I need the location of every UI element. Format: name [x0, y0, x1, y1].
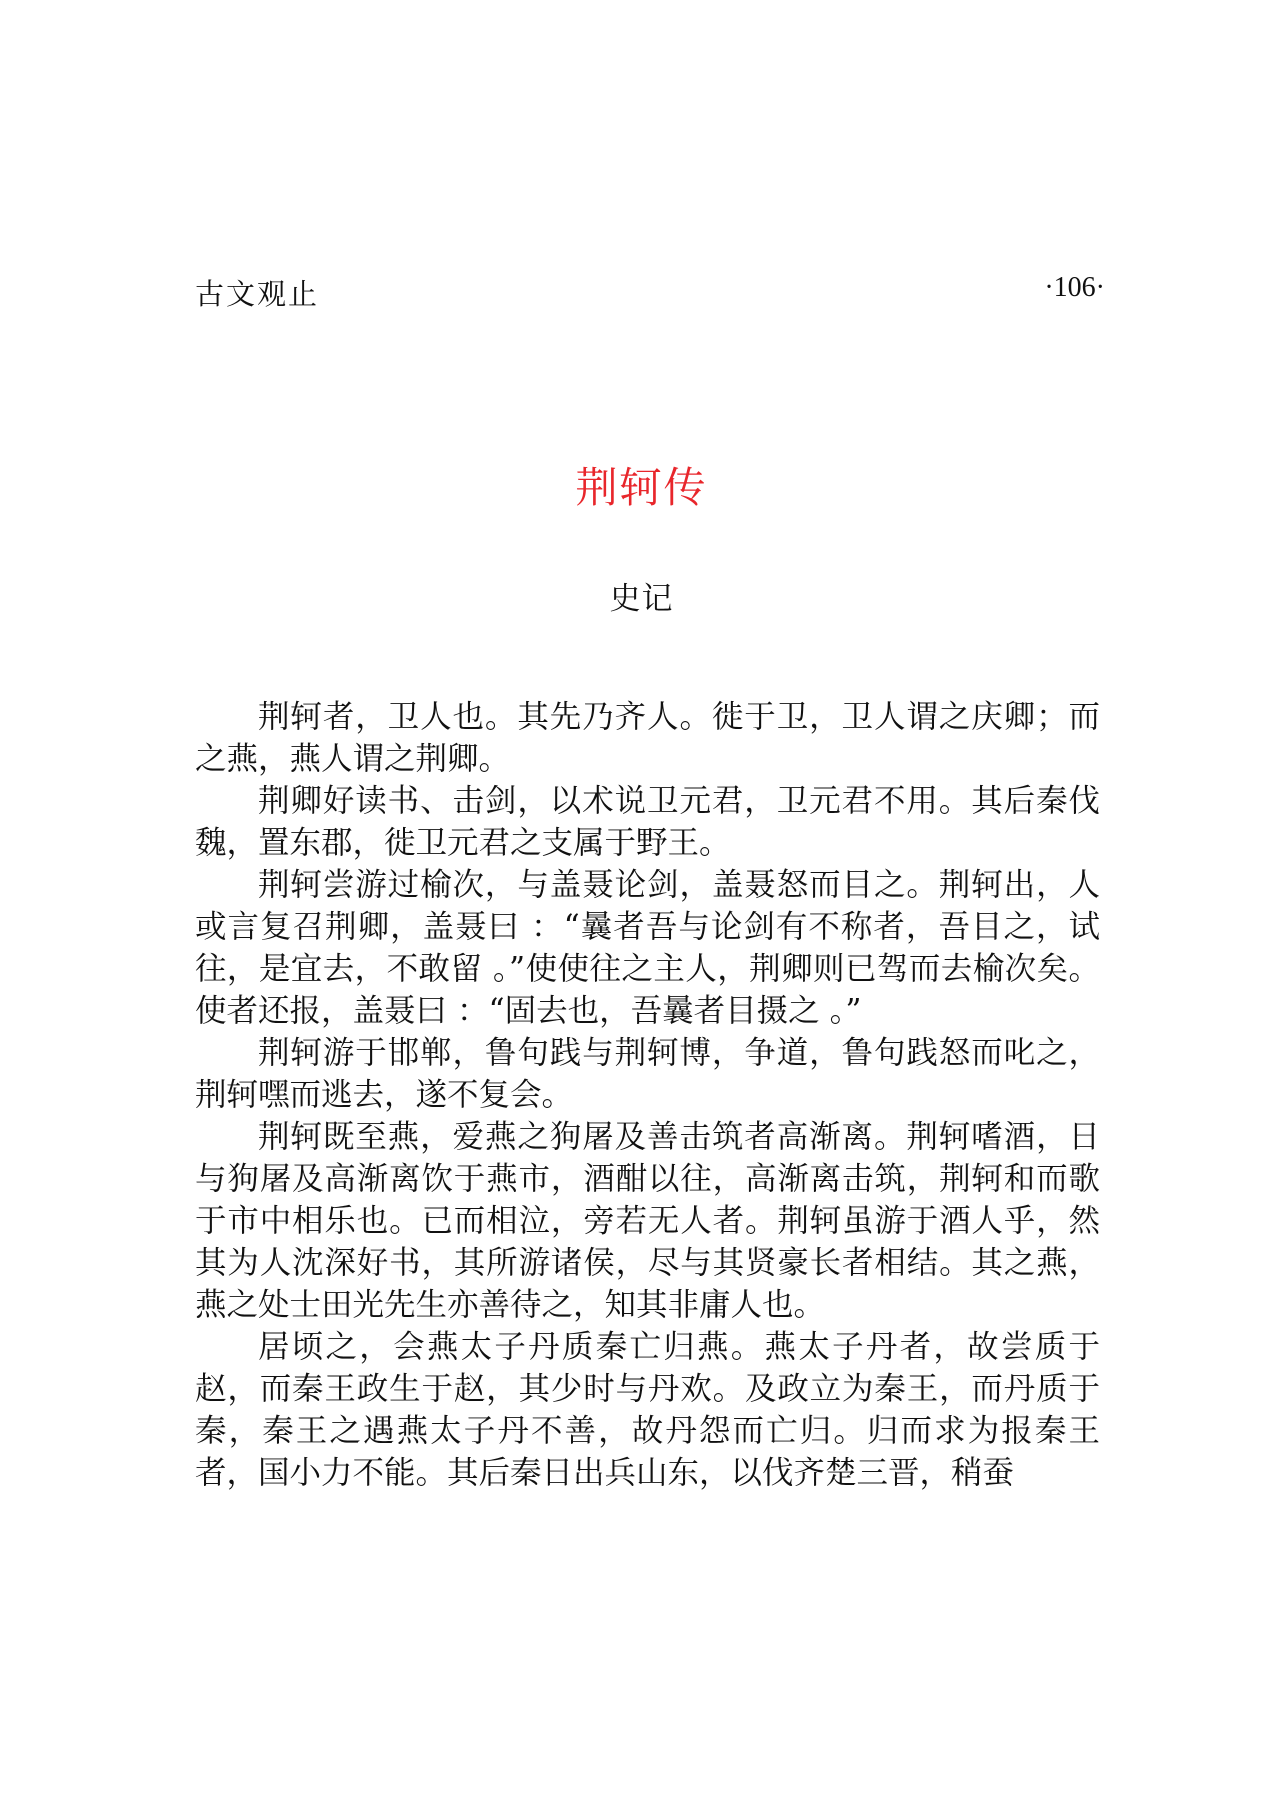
chapter-title: 荆轲传: [575, 463, 708, 512]
paragraph: 荆轲游于邯郸，鲁句践与荆轲博，争道，鲁句践怒而叱之，荆轲嘿而逃去，遂不复会。: [195, 1035, 1100, 1113]
book-title: 古文观止: [195, 277, 320, 311]
chapter-source: 史记: [609, 581, 674, 617]
page-number: ·106·: [1044, 272, 1105, 303]
paragraph: 荆卿好读书、击剑，以术说卫元君，卫元君不用。其后秦伐魏，置东郡，徙卫元君之支属于野王。: [195, 783, 1100, 861]
running-head: [195, 272, 1105, 312]
paragraph: 荆轲者，卫人也。其先乃齐人。徙于卫，卫人谓之庆卿；而之燕，燕人谓之荆卿。: [195, 699, 1100, 777]
body-text: [195, 696, 1100, 1494]
paragraph: 居顷之，会燕太子丹质秦亡归燕。燕太子丹者，故尝质于赵，而秦王政生于赵，其少时与丹欢。及政立为秦王，而丹质于秦，秦王之遇燕太子丹不善，故丹怨而亡归。归而求为报秦王者，国小力不能。其后秦日出兵山东，以伐齐楚三晋，稍蚕: [195, 1329, 1100, 1491]
paragraph: 荆轲既至燕，爱燕之狗屠及善击筑者高渐离。荆轲嗜酒，日与狗屠及高渐离饮于燕市，酒酣以往，高渐离击筑，荆轲和而歌于市中相乐也。已而相泣，旁若无人者。荆轲虽游于酒人乎，然其为人沈深好书，其所游诸侯，尽与其贤豪长者相结。其之燕，燕之处士田光先生亦善待之，知其非庸人也。: [195, 1119, 1100, 1323]
paragraph: 荆轲尝游过榆次，与盖聂论剑，盖聂怒而目之。荆轲出，人或言复召荆卿，盖聂曰 ：“曩者吾与论剑有不称者，吾目之，试往，是宜去，不敢留 。”使使往之主人，荆卿则已驾而去榆次矣。使者还报，盖聂曰 ：“固去也，吾曩者目摄之 。”: [195, 867, 1100, 1029]
